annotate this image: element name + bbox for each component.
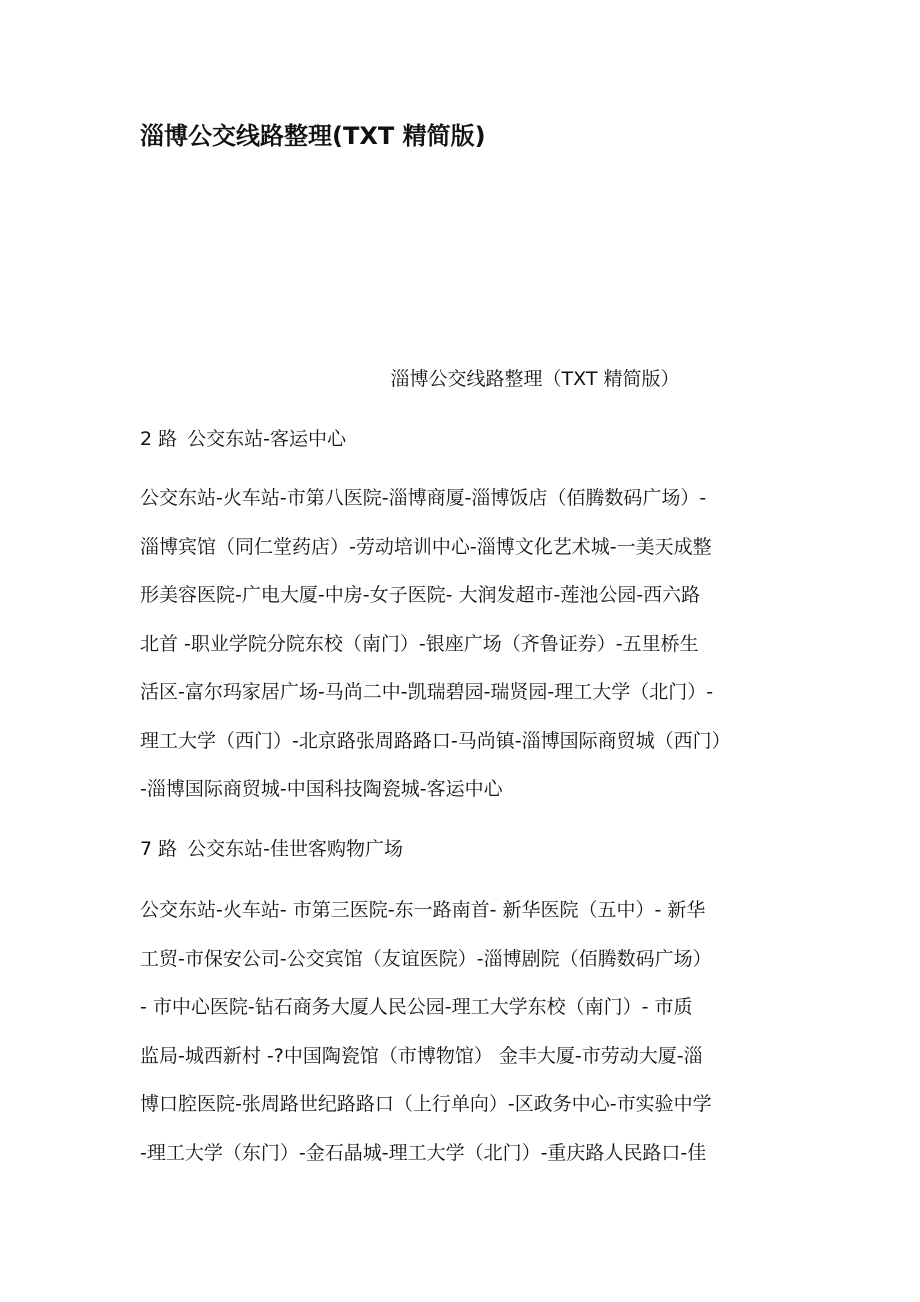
route-terminals: 公交东站-客运中心	[187, 428, 346, 450]
route-stops-line: 博口腔医院-张周路世纪路路口（上行单向）-区政务中心-市实验中学	[140, 1093, 712, 1115]
route-number: 2 路	[140, 428, 178, 450]
route-stops-line: - 市中心医院-钻石商务大厦人民公园-理工大学东校（南门）- 市质	[140, 996, 693, 1018]
route-stops	[140, 886, 712, 1177]
route-stops-line: -理工大学（东门）-金石晶城-理工大学（北门）-重庆路人民路口-佳	[140, 1141, 707, 1164]
route-stops-line: 理工大学（西门）-北京路张周路路口-马尚镇-淄博国际商贸城（西门）	[140, 729, 731, 752]
route-heading	[140, 424, 346, 454]
route-stops-line: 淄博宾馆（同仁堂药店）-劳动培训中心-淄博文化艺术城-一美天成整	[140, 535, 712, 558]
document-title: 淄博公交线路整理(TXT 精简版)	[140, 122, 486, 150]
route-terminals: 公交东站-佳世客购物广场	[187, 838, 403, 860]
route-stops-line: 公交东站-火车站- 市第三医院-东一路南首- 新华医院（五中）- 新华	[140, 899, 706, 921]
document-subtitle: 淄博公交线路整理（TXT 精简版）	[390, 368, 680, 390]
route-stops-line: 活区-富尔玛家居广场-马尚二中-凯瑞碧园-瑞贤园-理工大学（北门）-	[140, 681, 714, 703]
route-stops-line: 监局-城西新村 -?中国陶瓷馆（市博物馆） 金丰大厦-市劳动大厦-淄	[140, 1044, 703, 1067]
route-stops-line: 北首 -职业学院分院东校（南门）-银座广场（齐鲁证券）-五里桥生	[140, 632, 699, 655]
route-heading	[140, 834, 403, 864]
route-number: 7 路	[140, 838, 178, 860]
route-stops-line: 工贸-市保安公司-公交宾馆（友谊医院）-淄博剧院（佰腾数码广场）	[140, 947, 712, 970]
route-stops-line: 形美容医院-广电大厦-中房-女子医院- 大润发超市-莲池公园-西六路	[140, 584, 701, 606]
route-stops	[140, 474, 731, 814]
route-stops-line: -淄博国际商贸城-中国科技陶瓷城-客运中心	[140, 778, 503, 800]
route-stops-line: 公交东站-火车站-市第八医院-淄博商厦-淄博饭店（佰腾数码广场）-	[140, 487, 707, 509]
